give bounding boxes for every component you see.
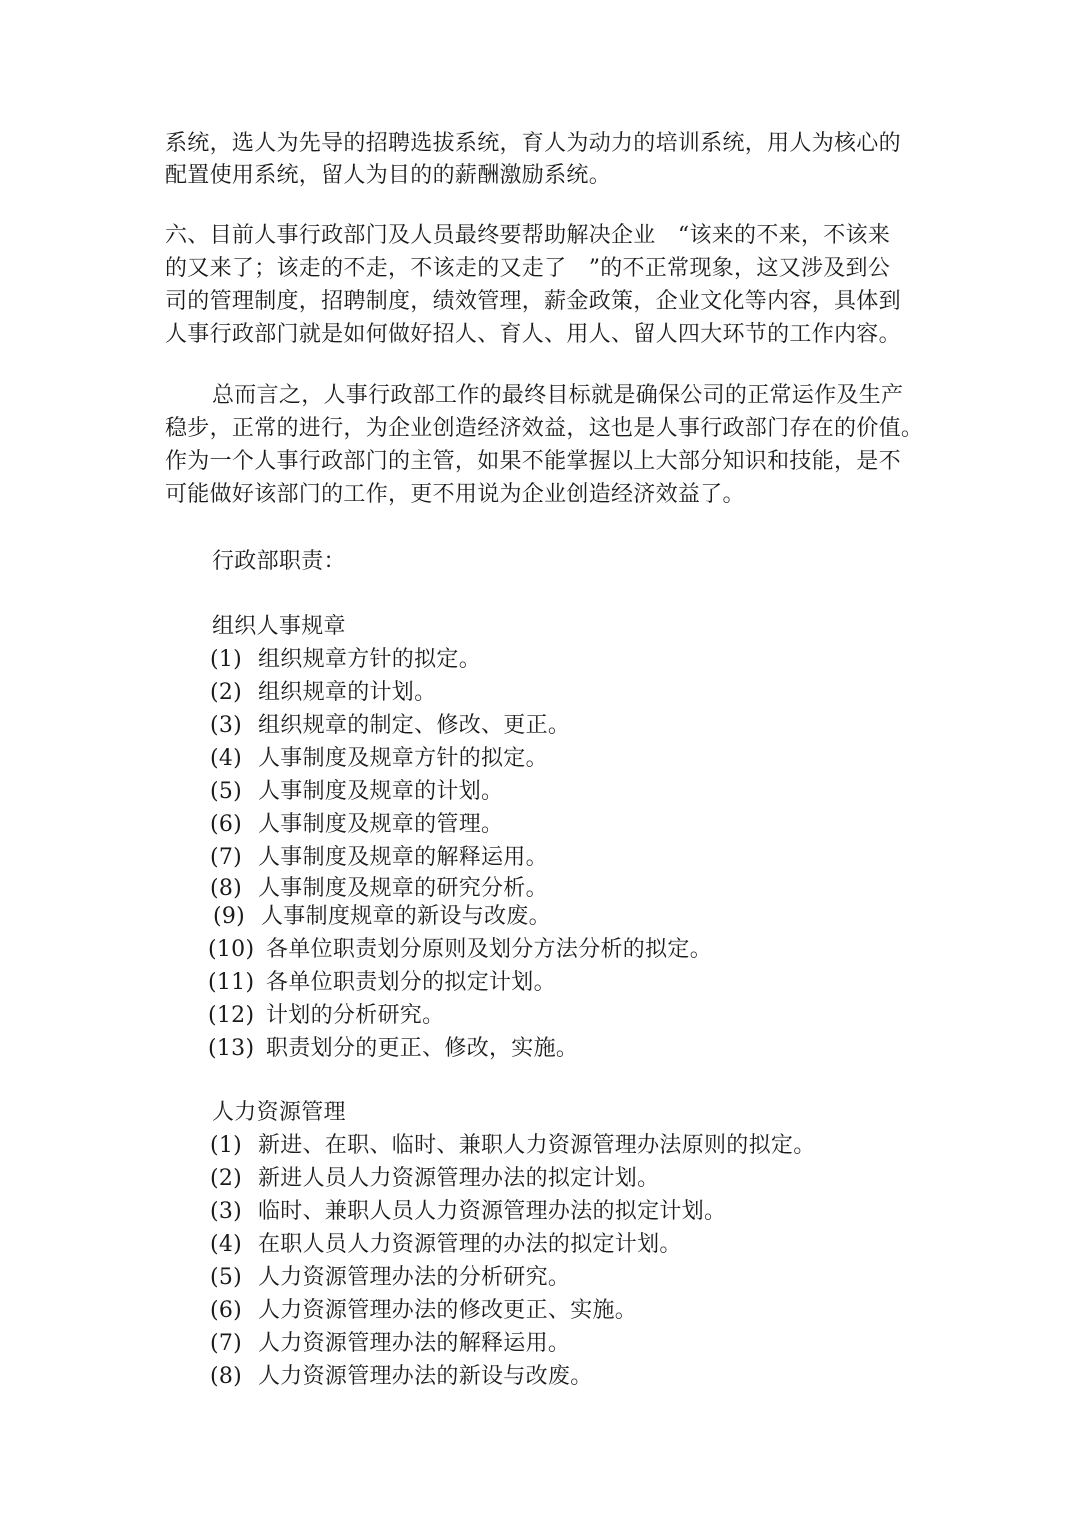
- list-item-number: (13): [208, 1036, 255, 1061]
- list-item-text: 人力资源管理办法的修改更正、实施。: [258, 1298, 638, 1323]
- list-item-number: (9): [213, 904, 246, 929]
- list-item-text: 人力资源管理办法的新设与改废。: [258, 1364, 593, 1389]
- list-item: [210, 1196, 726, 1228]
- list-item: [213, 901, 551, 933]
- list-item-number: (1): [210, 647, 243, 672]
- list-item-number: (5): [210, 1265, 243, 1290]
- list-item-text: 人事制度及规章方针的拟定。: [258, 746, 548, 771]
- list-item-number: (4): [210, 746, 243, 771]
- list-item-text: 人事制度及规章的管理。: [258, 812, 504, 837]
- para2-line-3: 司的管理制度，招聘制度，绩效管理，薪金政策，企业文化等内容，具体到: [165, 289, 901, 314]
- list-item: [210, 842, 548, 874]
- list-item: [210, 1328, 570, 1360]
- para3-line-3: 作为一个人事行政部门的主管，如果不能掌握以上大部分知识和技能，是不: [165, 449, 901, 474]
- list-item: [208, 934, 712, 966]
- list-item: [210, 1262, 570, 1294]
- list-item-text: 计划的分析研究。: [266, 1003, 445, 1028]
- list-item-text: 临时、兼职人员人力资源管理办法的拟定计划。: [258, 1199, 727, 1224]
- list-item: [210, 1130, 816, 1162]
- list-item-text: 组织规章的制定、修改、更正。: [258, 713, 571, 738]
- para3-line-2: 稳步，正常的进行，为企业创造经济效益，这也是人事行政部门存在的价值。: [165, 416, 924, 441]
- list-item: [210, 1361, 593, 1393]
- list-item-number: (4): [210, 1232, 243, 1257]
- section2-title: 人力资源管理: [212, 1100, 346, 1125]
- list-item-text: 组织规章方针的拟定。: [258, 647, 482, 672]
- list-item-text: 新进、在职、临时、兼职人力资源管理办法原则的拟定。: [258, 1133, 816, 1158]
- list-item: [210, 776, 503, 808]
- list-item-text: 人事制度及规章的解释运用。: [258, 845, 548, 870]
- list-item-number: (3): [210, 1199, 243, 1224]
- list-item-number: (11): [208, 970, 255, 995]
- list-item-number: (7): [210, 845, 243, 870]
- list-item: [210, 1295, 637, 1327]
- list-item-number: (10): [208, 937, 255, 962]
- list-item-text: 人力资源管理办法的分析研究。: [258, 1265, 571, 1290]
- list-item-number: (6): [210, 1298, 243, 1323]
- para3-line-4: 可能做好该部门的工作，更不用说为企业创造经济效益了。: [165, 482, 745, 507]
- section1-title: 组织人事规章: [212, 614, 346, 639]
- para1-line-1: 系统，选人为先导的招聘选拔系统，育人为动力的培训系统，用人为核心的: [165, 131, 901, 156]
- list-item: [210, 743, 548, 775]
- para2-line-4: 人事行政部门就是如何做好招人、育人、用人、留人四大环节的工作内容。: [165, 322, 901, 347]
- list-item-number: (12): [208, 1003, 255, 1028]
- para2-line-1: 六、目前人事行政部门及人员最终要帮助解决企业 “该来的不来，不该来: [165, 223, 891, 248]
- list-item-text: 各单位职责划分原则及划分方法分析的拟定。: [266, 937, 713, 962]
- duties-heading: 行政部职责：: [212, 549, 346, 574]
- para1-line-2: 配置使用系统，留人为目的的薪酬激励系统。: [165, 163, 612, 188]
- list-item-number: (6): [210, 812, 243, 837]
- list-item-text: 职责划分的更正、修改，实施。: [266, 1036, 579, 1061]
- list-item: [210, 1229, 682, 1261]
- list-item-number: (8): [210, 1364, 243, 1389]
- list-item-number: (2): [210, 680, 243, 705]
- para3-line-1: 总而言之，人事行政部工作的最终目标就是确保公司的正常运作及生产: [212, 383, 904, 408]
- list-item-number: (3): [210, 713, 243, 738]
- list-item-number: (8): [210, 876, 243, 901]
- list-item: [210, 809, 503, 841]
- list-item: [210, 644, 481, 676]
- list-item-text: 组织规章的计划。: [258, 680, 437, 705]
- list-item-number: (7): [210, 1331, 243, 1356]
- list-item-text: 人力资源管理办法的解释运用。: [258, 1331, 571, 1356]
- list-item: [210, 1163, 659, 1195]
- list-item-text: 在职人员人力资源管理的办法的拟定计划。: [258, 1232, 682, 1257]
- para2-line-2: 的又来了；该走的不走，不该走的又走了 ”的不正常现象，这又涉及到公: [165, 256, 891, 281]
- list-item-number: (1): [210, 1133, 243, 1158]
- list-item-text: 人事制度及规章的计划。: [258, 779, 504, 804]
- list-item: [210, 710, 570, 742]
- list-item-number: (5): [210, 779, 243, 804]
- list-item-text: 新进人员人力资源管理办法的拟定计划。: [258, 1166, 660, 1191]
- list-item: [208, 1000, 444, 1032]
- list-item: [210, 677, 436, 709]
- list-item: [208, 967, 556, 999]
- list-item: [208, 1033, 578, 1065]
- list-item-text: 各单位职责划分的拟定计划。: [266, 970, 556, 995]
- list-item-text: 人事制度及规章的研究分析。: [258, 876, 548, 901]
- list-item-number: (2): [210, 1166, 243, 1191]
- list-item-text: 人事制度规章的新设与改废。: [261, 904, 551, 929]
